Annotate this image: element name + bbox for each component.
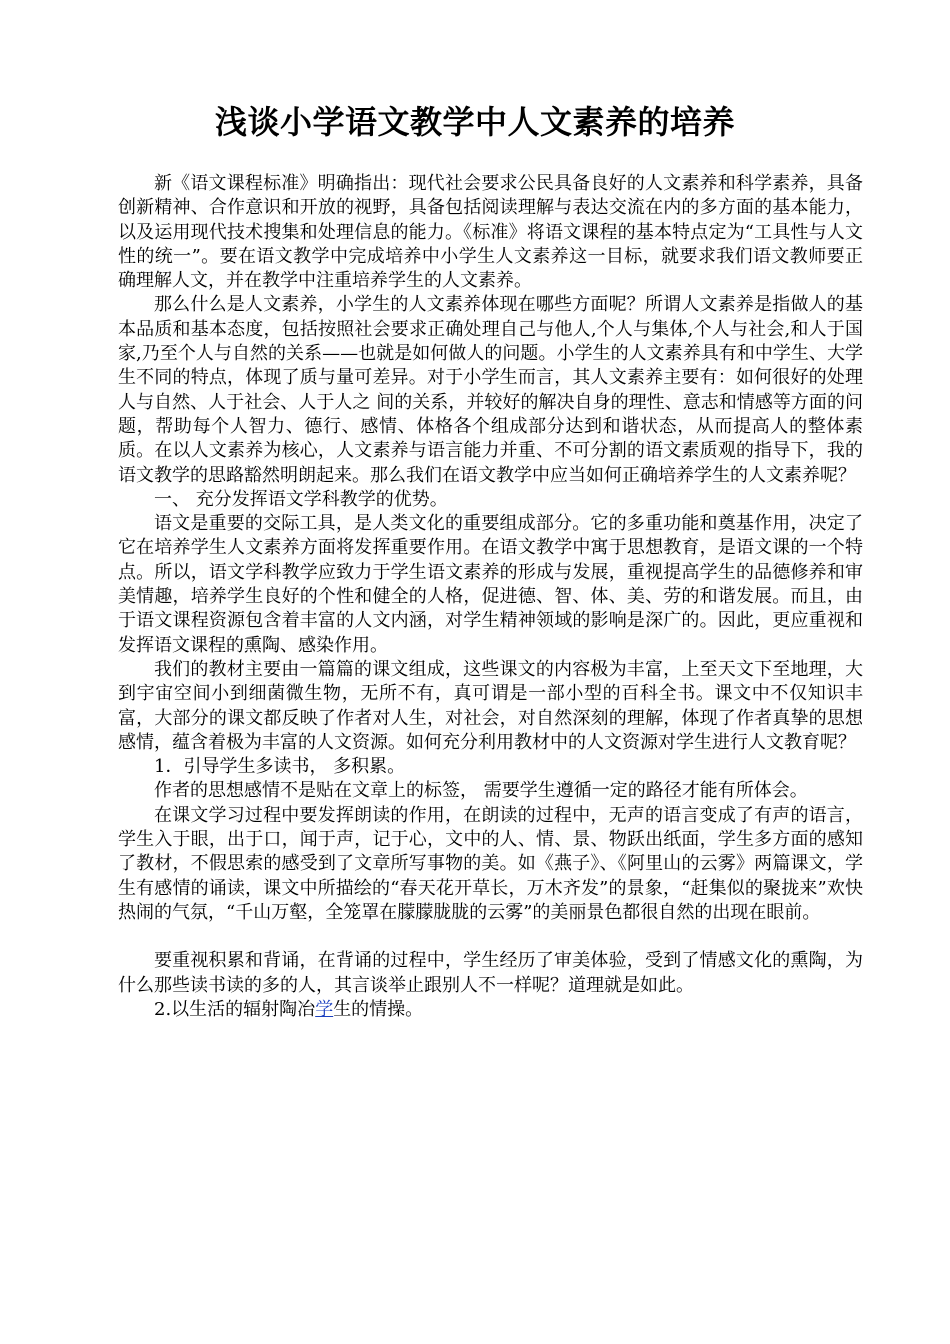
- hyperlink[interactable]: 学: [315, 998, 334, 1020]
- subheading: [118, 998, 863, 1022]
- paragraph: 新《语文课程标准》明确指出：现代社会要求公民具备良好的人文素养和科学素养，具备创新精神、合作意识和开放的视野，具备包括阅读理解与表达交流在内的多方面的基本能力，以及运用现代技术搜集和处理信息的能力。《标准》将语文课程的基本特点定为“工具性与人文性的统一”。要在语文教学中完成培养中小学生人文素养这一目标，就要求我们语文教师要正确理解人文，并在教学中注重培养学生的人文素养。: [118, 173, 863, 292]
- section-heading: 一、 充分发挥语文学科教学的优势。: [154, 488, 448, 510]
- paragraph: 那么什么是人文素养，小学生的人文素养体现在哪些方面呢？所谓人文素养是指做人的基本品质和基本态度，包括按照社会要求正确处理自己与他人,个人与集体,个人与社会,和人于国家,乃至个人与自然的关系——也就是如何做人的问题。小学生的人文素养具有和中学生、大学生不同的特点，体现了质与量可差异。对于小学生而言，其人文素养主要有：如何很好的处理人与自然、人于社会、人于人之 间的关系，并较好的解决自身的理性、意志和情感等方面的问题，帮助每个人智力、德行、感情、体格各个组成部分达到和谐状态，从而提高人的整体素质。在以人文素养为核心，人文素养与语言能力并重、不可分割的语文素质观的指导下，我的语文教学的思路豁然明朗起来。那么我们在语文教学中应当如何正确培养学生的人文素养呢？: [118, 294, 863, 486]
- subheading: 1．引导学生多读书， 多积累。: [154, 756, 406, 778]
- paragraph: 我们的教材主要由一篇篇的课文组成，这些课文的内容极为丰富，上至天文下至地理，大到宇宙空间小到细菌微生物，无所不有，真可谓是一部小型的百科全书。课文中不仅知识丰富，大部分的课文都反映了作者对人生，对社会，对自然深刻的理解，体现了作者真挚的思想感情，蕴含着极为丰富的人文资源。如何充分利用教材中的人文资源对学生进行人文教育呢？: [118, 658, 863, 753]
- subheading-text: 2.以生活的辐射陶冶: [154, 998, 316, 1020]
- document-body: [118, 172, 863, 1022]
- paragraph: 作者的思想感情不是贴在文章上的标签， 需要学生遵循一定的路径才能有所体会。: [154, 780, 808, 802]
- subheading-text-end: 生的情操。: [333, 998, 424, 1020]
- paragraph: 语文是重要的交际工具，是人类文化的重要组成部分。它的多重功能和奠基作用，决定了它在培养学生人文素养方面将发挥重要作用。在语文教学中寓于思想教育，是语文课的一个特点。所以，语文学科教学应致力于学生语文素养的形成与发展，重视提高学生的品德修养和审美情趣，培养学生良好的个性和健全的人格，促进德、智、体、美、劳的和谐发展。而且，由于语文课程资源包含着丰富的人文内涵，对学生精神领域的影响是深广的。因此，更应重视和发挥语文课程的熏陶、感染作用。: [118, 513, 863, 656]
- document-title: 浅谈小学语文教学中人文素养的培养: [214, 103, 735, 141]
- paragraph: 在课文学习过程中要发挥朗读的作用，在朗读的过程中，无声的语言变成了有声的语言，学生入于眼，出于口，闻于声，记于心，文中的人、情、景、物跃出纸面，学生多方面的感知了教材，不假思索的感受到了文章所写事物的美。如《燕子》、《阿里山的云雾》两篇课文，学生有感情的诵读，课文中所描绘的“春天花开草长，万木齐发”的景象，“赶集似的聚拢来”欢快热闹的气氛，“千山万壑，全笼罩在朦朦胧胧的云雾”的美丽景色都很自然的出现在眼前。: [118, 804, 863, 923]
- paragraph: 要重视积累和背诵，在背诵的过程中，学生经历了审美体验，受到了情感文化的熏陶，为什么那些读书读的多的人，其言谈举止跟别人不一样呢？道理就是如此。: [118, 950, 863, 996]
